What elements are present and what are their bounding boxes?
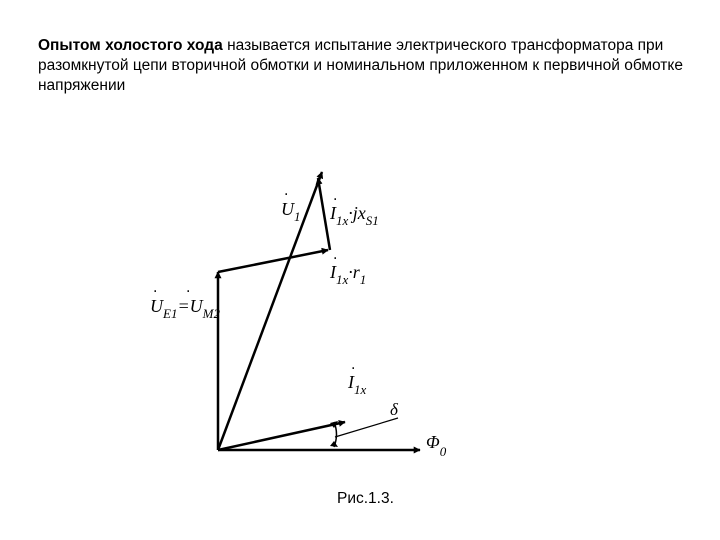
label-i1x-dot: ·: [351, 361, 356, 377]
label-ue1-um2: $U_{E1}=U_{M2}$: [150, 296, 220, 321]
label-i1x-jxs1: $I_{1x}\cdot jx_{S1}$: [330, 203, 379, 228]
delta-arc-tip-bottom: [330, 441, 338, 447]
label-ue1-dot: ·: [153, 284, 158, 300]
label-i1x-r1-dot: ·: [333, 251, 338, 267]
label-i1x: $I_{1x}$: [348, 372, 367, 397]
intro-text: называется испытание электрического трансформатора при разомкнутой цепи вторичной обмотки и номинальном приложенном к первичной обмотке напряжении: [38, 37, 683, 94]
label-i1x-jxs1-dot: ·: [333, 192, 338, 208]
label-phi0: $\Phi_0$: [426, 432, 447, 459]
label-i1x-r1: $I_{1x}\cdot r_1$: [330, 262, 367, 287]
i1x-vector: [218, 422, 345, 450]
u1-vector: [218, 172, 322, 450]
label-um2-dot: ·: [186, 284, 191, 300]
label-delta: δ: [390, 400, 398, 419]
i1x-jxs1-vector: [318, 178, 330, 250]
intro-term: Опытом холостого хода: [38, 37, 223, 54]
figure-caption: Рис.1.3.: [337, 490, 394, 507]
label-u1: $U_1$: [281, 199, 301, 224]
label-u1-dot: ·: [284, 187, 289, 203]
i1x-r1-vector: [218, 250, 328, 272]
